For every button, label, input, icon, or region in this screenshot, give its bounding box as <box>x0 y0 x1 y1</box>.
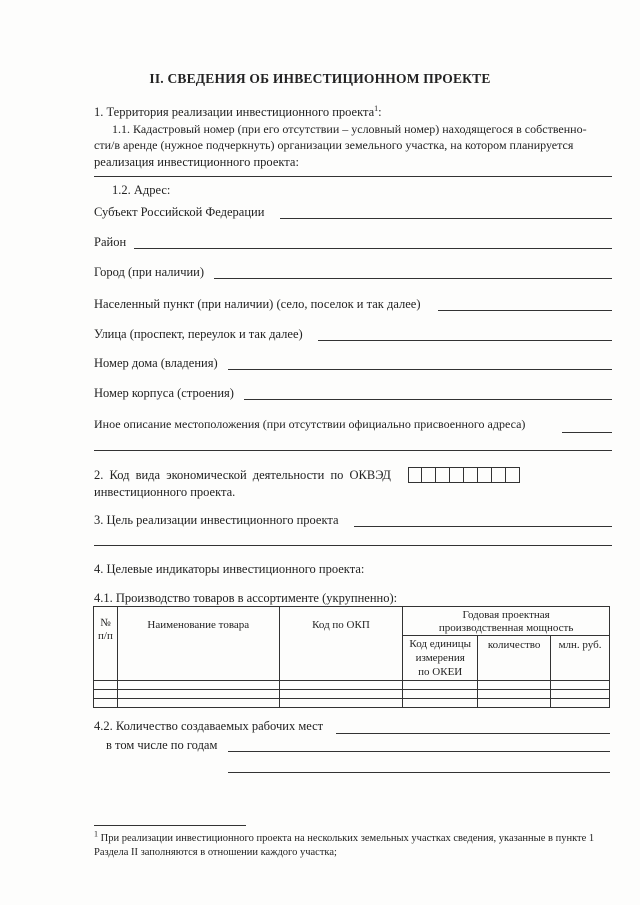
table-cell[interactable] <box>478 680 551 689</box>
section-title: II. СВЕДЕНИЯ ОБ ИНВЕСТИЦИОННОМ ПРОЕКТЕ <box>149 71 491 86</box>
other-location-field[interactable] <box>562 432 612 433</box>
city-field[interactable] <box>214 278 612 279</box>
table-cell[interactable] <box>551 698 610 707</box>
footnote-separator <box>94 825 246 826</box>
header-mln-rub: млн. руб. <box>551 636 610 680</box>
building-label: Номер корпуса (строения) <box>94 386 234 400</box>
house-label: Номер дома (владения) <box>94 356 218 370</box>
header-okp-code: Код по ОКП <box>279 607 403 681</box>
project-goal-field-line2[interactable] <box>94 545 612 546</box>
table-cell[interactable] <box>478 689 551 698</box>
jobs-label: 4.2. Количество создаваемых рабочих мест <box>94 719 324 733</box>
indicators-heading: 4. Целевые индикаторы инвестиционного проекта: <box>94 562 365 576</box>
goods-production-heading: 4.1. Производство товаров в ассортименте (укрупненно): <box>94 591 398 605</box>
okved-cell[interactable] <box>464 467 478 483</box>
table-cell[interactable] <box>94 698 118 707</box>
table-cell[interactable] <box>279 698 403 707</box>
section1-heading: 1. Территория реализации инвестиционного проекта$^1$: <box>94 103 382 119</box>
subject-label: Субъект Российской Федерации <box>94 205 265 219</box>
table-cell[interactable] <box>403 680 478 689</box>
street-label: Улица (проспект, переулок и так далее) <box>94 327 303 341</box>
district-field[interactable] <box>134 248 612 249</box>
table-row <box>94 698 610 707</box>
table-cell[interactable] <box>478 698 551 707</box>
city-label: Город (при наличии) <box>94 265 205 279</box>
jobs-by-years-label: в том числе по годам <box>106 738 218 752</box>
okved-cell[interactable] <box>478 467 492 483</box>
okved-cell[interactable] <box>422 467 436 483</box>
okved-label-line2: инвестиционного проекта. <box>94 485 236 499</box>
table-cell[interactable] <box>403 689 478 698</box>
table-cell[interactable] <box>117 680 279 689</box>
header-unit-code: Код единицы измерения по ОКЕИ <box>403 636 478 680</box>
table-cell[interactable] <box>551 689 610 698</box>
okved-code-grid[interactable] <box>408 467 520 483</box>
okved-label: 2. Код вида экономической деятельности по ОКВЭД <box>94 468 391 482</box>
other-location-label: Иное описание местоположения (при отсутствии официально присвоенного адреса) <box>94 417 526 431</box>
table-cell[interactable] <box>117 698 279 707</box>
goods-table <box>93 606 610 708</box>
table-cell[interactable] <box>117 689 279 698</box>
item-1-1-line1: 1.1. Кадастровый номер (при его отсутствии – условный номер) находящегося в собственно- <box>112 122 587 136</box>
header-quantity: количество <box>478 636 551 680</box>
table-cell[interactable] <box>94 680 118 689</box>
footnote-line2: Раздела II заполняются в отношении каждого участка; <box>94 847 337 858</box>
okved-cell[interactable] <box>436 467 450 483</box>
footnote-line1: $^1$ При реализации инвестиционного проекта на нескольких земельных участках сведения, указанные в пункте 1 <box>94 829 595 844</box>
settlement-label: Населенный пункт (при наличии) (село, поселок и так далее) <box>94 297 421 311</box>
jobs-field[interactable] <box>336 733 610 734</box>
table-cell[interactable] <box>279 689 403 698</box>
table-row <box>94 689 610 698</box>
table-row <box>94 680 610 689</box>
jobs-by-years-field[interactable] <box>228 751 610 752</box>
table-cell[interactable] <box>551 680 610 689</box>
project-goal-field[interactable] <box>354 526 612 527</box>
address-heading: 1.2. Адрес: <box>112 183 171 197</box>
item-1-1-line2: сти/в аренде (нужное подчеркнуть) организации земельного участка, на котором планируется <box>94 138 574 152</box>
header-annual-capacity: Годовая проектная производственная мощность <box>403 607 610 636</box>
cadastral-number-field[interactable] <box>94 176 612 177</box>
table-cell[interactable] <box>94 689 118 698</box>
okved-cell[interactable] <box>450 467 464 483</box>
house-field[interactable] <box>228 369 612 370</box>
header-goods-name: Наименование товара <box>117 607 279 681</box>
okved-cell[interactable] <box>506 467 520 483</box>
district-label: Район <box>94 235 127 249</box>
table-cell[interactable] <box>279 680 403 689</box>
street-field[interactable] <box>318 340 612 341</box>
jobs-by-years-field-line2[interactable] <box>228 772 610 773</box>
okved-cell[interactable] <box>408 467 422 483</box>
other-location-field-line2[interactable] <box>94 450 612 451</box>
subject-field[interactable] <box>280 218 612 219</box>
settlement-field[interactable] <box>438 310 612 311</box>
footnote-ref: 1 <box>374 103 379 113</box>
okved-cell[interactable] <box>492 467 506 483</box>
table-cell[interactable] <box>403 698 478 707</box>
item-1-1-line3: реализация инвестиционного проекта: <box>94 155 299 169</box>
project-goal-label: 3. Цель реализации инвестиционного проекта <box>94 513 339 527</box>
header-number: № п/п <box>94 607 118 681</box>
building-field[interactable] <box>244 399 612 400</box>
